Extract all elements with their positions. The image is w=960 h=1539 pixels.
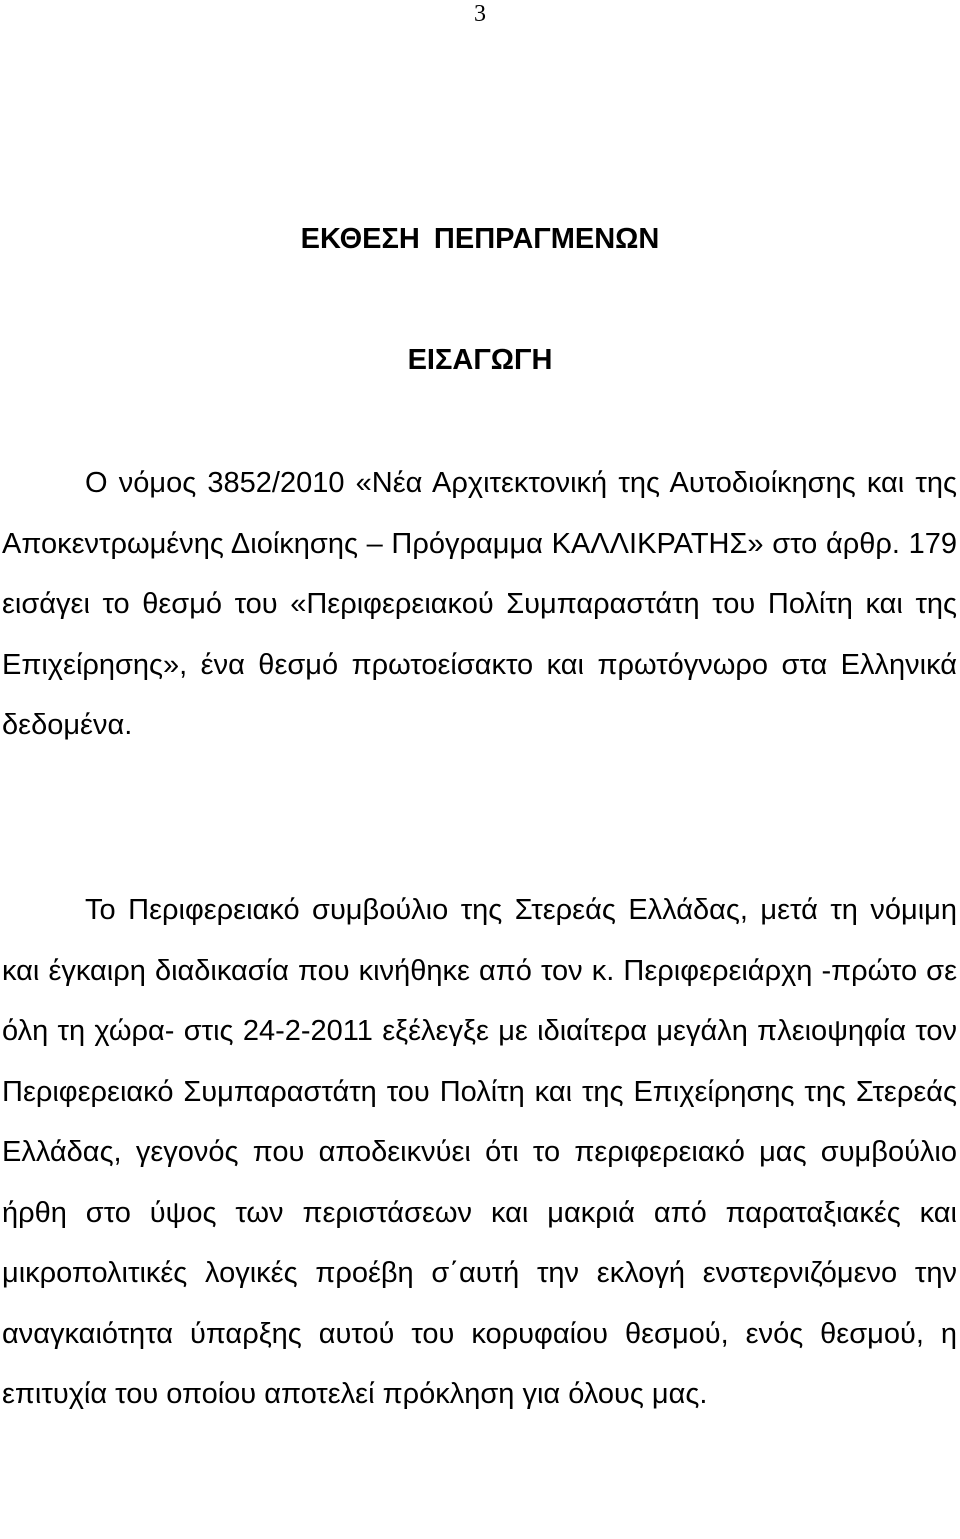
paragraph-intro: Ο νόμος 3852/2010 «Νέα Αρχιτεκτονική της Αυτοδιοίκησης και της Αποκεντρωμένης Διοίκησης – Πρόγραμμα ΚΑΛΛΙΚΡΑΤΗΣ» στο άρθρ. 179 εισάγει το θεσμό του «Περιφερειακού Συμπαραστάτη του Πολίτη και της Επιχείρησης», ένα θεσμό πρωτοείσακτο και πρωτόγνωρο στα Ελληνικά δεδομένα. — [2, 467, 957, 741]
section-heading: ΕΙΣΑΓΩΓΗ — [407, 344, 553, 376]
page-number: 3 — [474, 1, 486, 27]
paragraph-election: Το Περιφερειακό συμβούλιο της Στερεάς Ελλάδας, μετά τη νόμιμη και έγκαιρη διαδικασία που κινήθηκε από τον κ. Περιφερειάρχη -πρώτο σε όλη τη χώρα- στις 24-2-2011 εξέλεγξε με ιδιαίτερα μεγάλη πλειοψηφία τον Περιφερειακό Συμπαραστάτη του Πολίτη και της Επιχείρησης της Στερεάς Ελλάδας, γεγονός που αποδεικνύει ότι το περιφερειακό μας συμβούλιο ήρθη στο ύψος των περιστάσεων και μακριά από παραταξιακές και μικροπολιτικές λογικές προέβη σ΄αυτή την εκλογή ενστερνιζόμενο την αναγκαιότητα ύπαρξης αυτού του κορυφαίου θεσμού, ενός θεσμού, η επιτυχία του οποίου αποτελεί πρόκληση για όλους μας. — [2, 894, 957, 1410]
document-title: ΕΚΘΕΣΗ ΠΕΠΡΑΓΜΕΝΩΝ — [300, 223, 660, 255]
